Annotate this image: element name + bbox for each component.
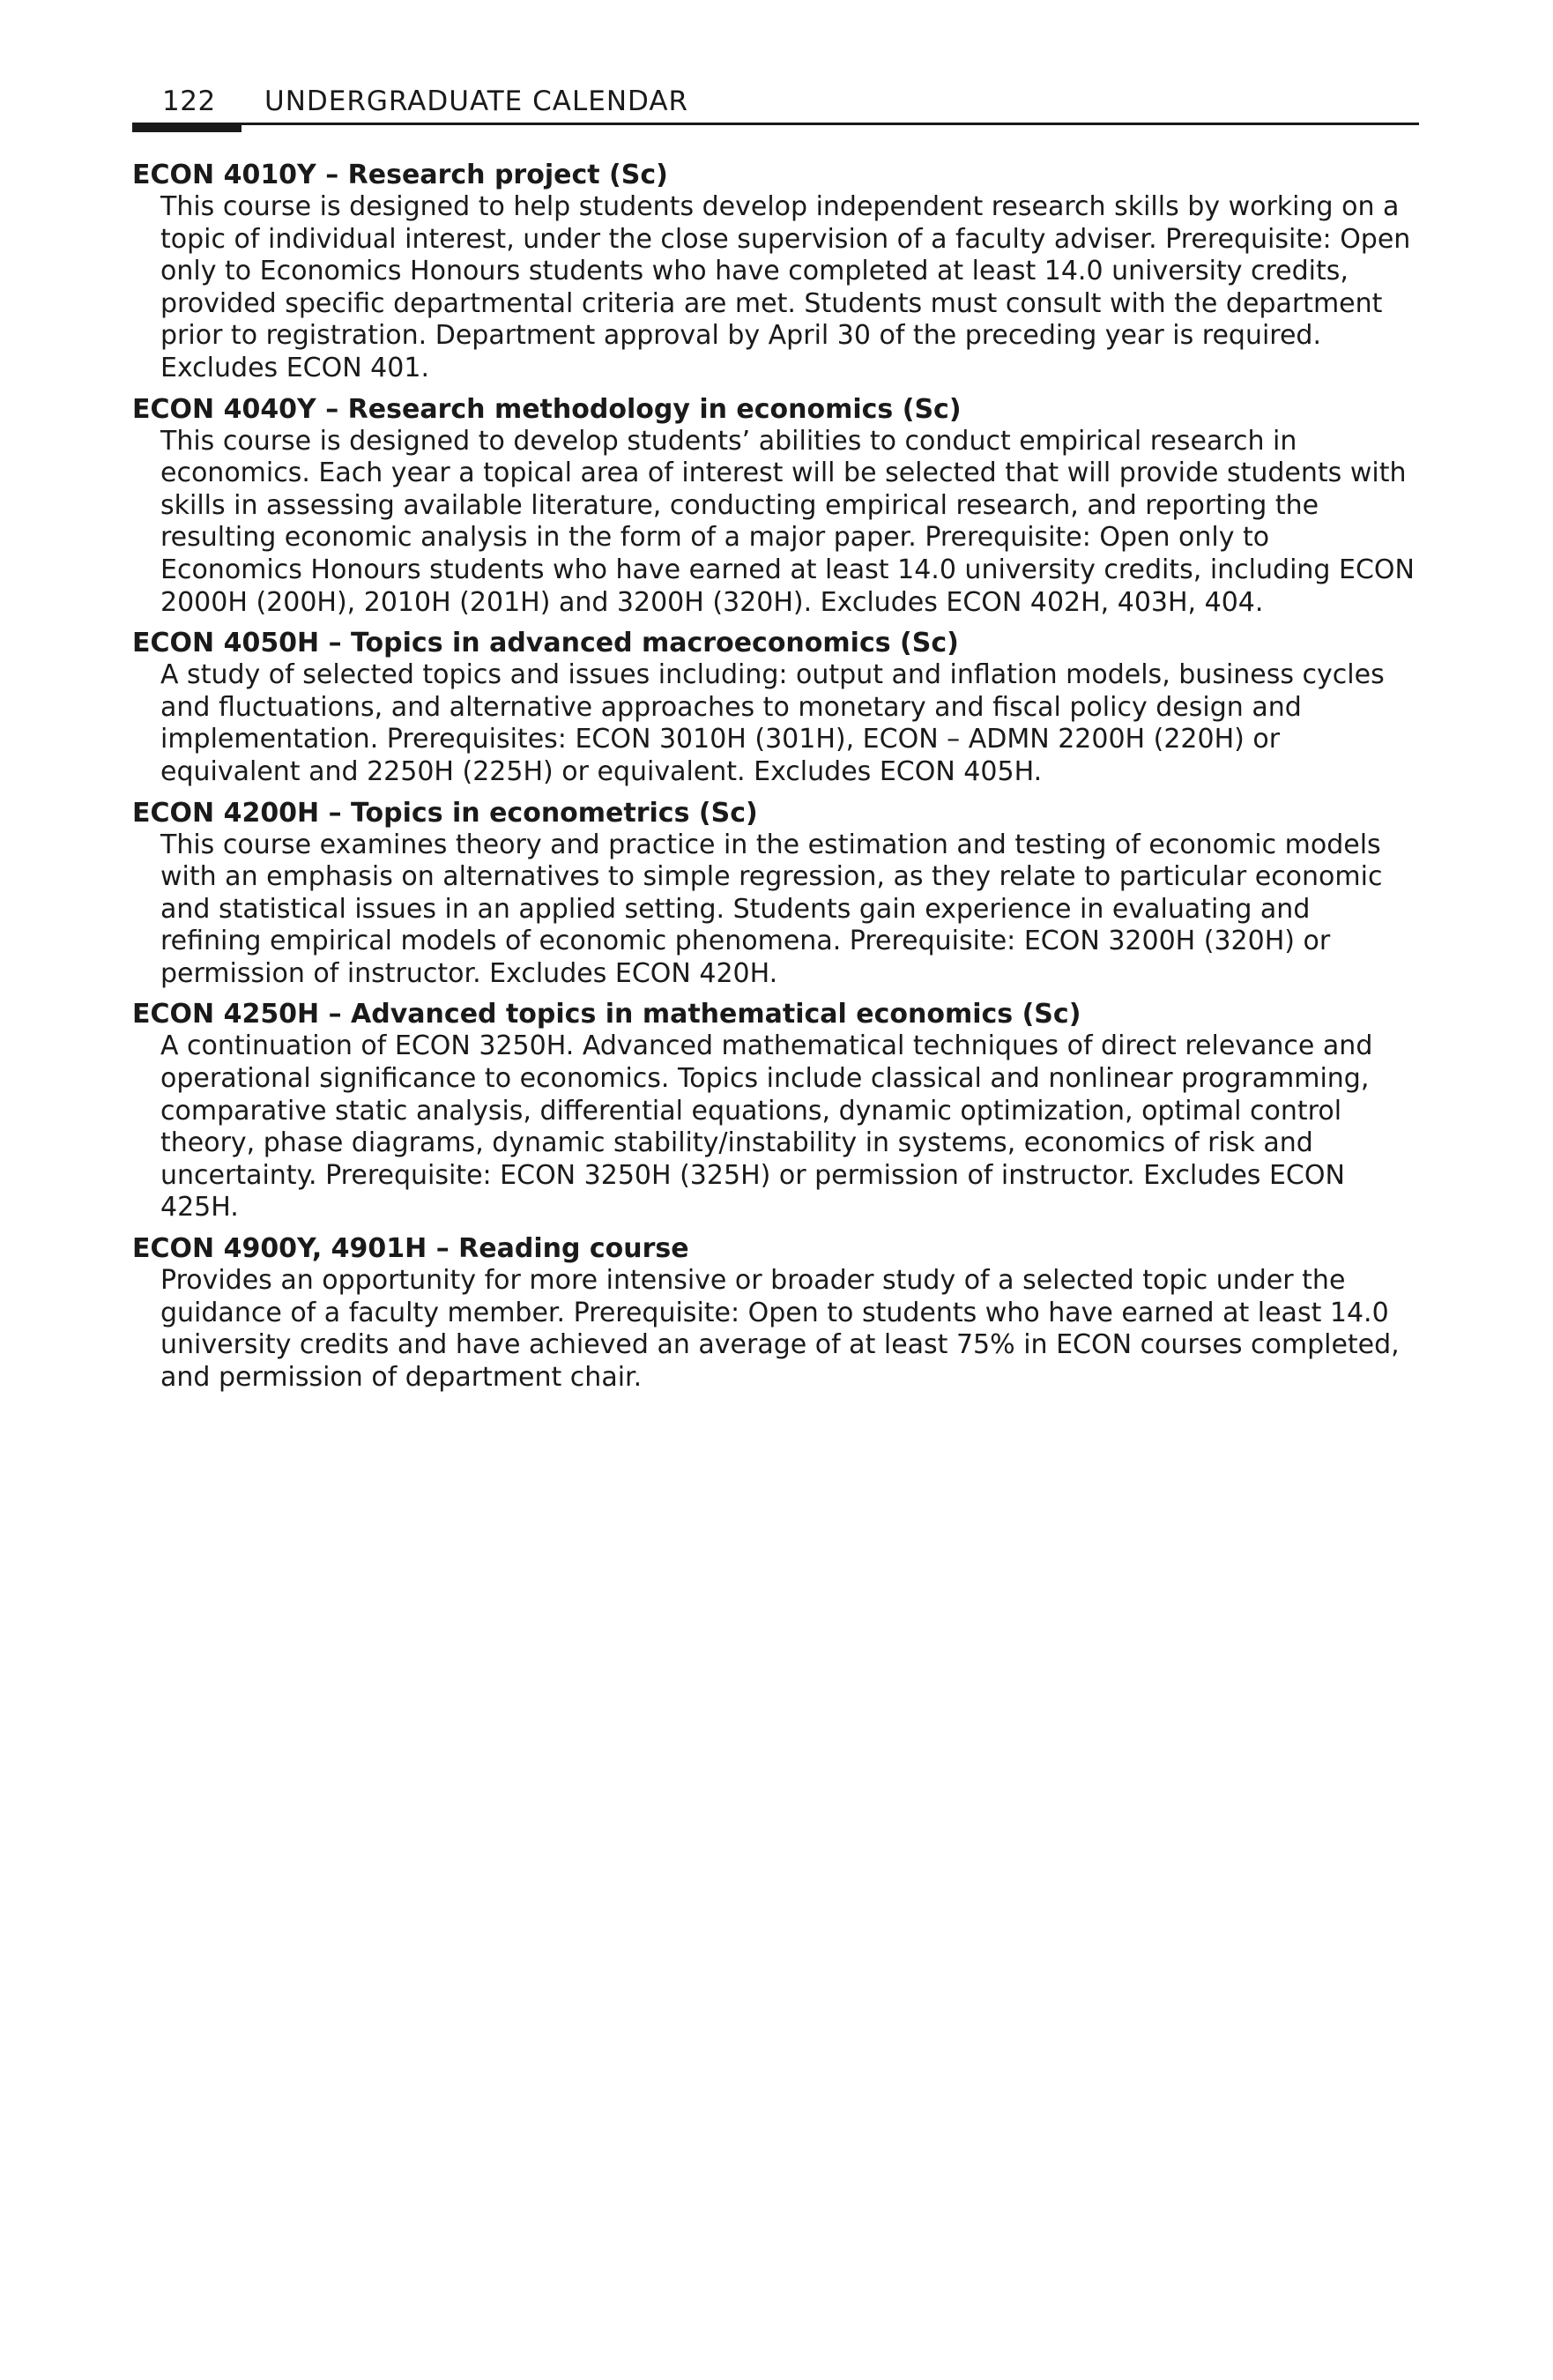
course-entry (132, 627, 1419, 788)
header-tab-marker (132, 123, 241, 132)
course-list (132, 159, 1419, 1402)
course-entry (132, 797, 1419, 991)
course-description: A continuation of ECON 3250H. Advanced mathematical techniques of direct relevance and operational significance to economics. Topics include classical and nonlinear programming, comparative static analysis, differential equations, dynamic optimization, optimal control theory, phase diagrams, dynamic stability/instability in systems, economics of risk and uncertainty. Prerequisite: ECON 3250H (325H) or permission of instructor. Excludes ECON 425H. (160, 1030, 1373, 1223)
course-description: This course examines theory and practice in the estimation and testing of economic models with an emphasis on alternatives to simple regression, as they relate to particular economic and statistical issues in an applied setting. Students gain experience in evaluating and refining empirical models of economic phenomena. Prerequisite: ECON 3200H (320H) or permission of instructor. Excludes ECON 420H. (160, 829, 1383, 989)
course-entry (132, 1232, 1419, 1394)
header-title: UNDERGRADUATE CALENDAR (264, 86, 689, 117)
course-entry (132, 159, 1419, 385)
course-entry (132, 393, 1419, 620)
course-description: This course is designed to develop students’ abilities to conduct empirical research in economics. Each year a topical area of interest will be selected that will provide students with skills in assessing available literature, conducting empirical research, and reporting the resulting economic analysis in the form of a major paper. Prerequisite: Open only to Economics Honours students who have earned at least 14.0 university credits, including ECON 2000H (200H), 2010H (201H) and 3200H (320H). Excludes ECON 402H, 403H, 404. (160, 425, 1415, 618)
course-heading: ECON 4050H – Topics in advanced macroeconomics (Sc) (132, 628, 959, 659)
course-entry (132, 998, 1419, 1224)
course-description: This course is designed to help students develop independent research skills by working on a topic of individual interest, under the close supervision of a faculty adviser. Prerequisite: Open only to Economics Honours students who have completed at least 14.0 university credits, provided specific departmental criteria are met. Students must consult with the department prior to registration. Department approval by April 30 of the preceding year is required. Excludes ECON 401. (160, 191, 1411, 383)
page-number: 122 (162, 86, 216, 117)
course-heading: ECON 4200H – Topics in econometrics (Sc) (132, 797, 758, 829)
course-heading: ECON 4010Y – Research project (Sc) (132, 160, 668, 190)
course-heading: ECON 4900Y, 4901H – Reading course (132, 1233, 689, 1265)
course-heading: ECON 4250H – Advanced topics in mathematical economics (Sc) (132, 999, 1081, 1030)
course-description: A study of selected topics and issues including: output and inflation models, business cycles and fluctuations, and alternative approaches to monetary and fiscal policy design and implementation. Prerequisites: ECON 3010H (301H), ECON – ADMN 2200H (220H) or equivalent and 2250H (225H) or equivalent. Excludes ECON 405H. (160, 659, 1385, 787)
header-rule (132, 123, 1419, 125)
course-heading: ECON 4040Y – Research methodology in economics (Sc) (132, 393, 962, 425)
course-description: Provides an opportunity for more intensive or broader study of a selected topic under the guidance of a faculty member. Prerequisite: Open to students who have earned at least 14.0 university credits and have achieved an average of at least 75% in ECON courses completed, and permission of department chair. (160, 1265, 1400, 1393)
running-header (132, 81, 1419, 125)
